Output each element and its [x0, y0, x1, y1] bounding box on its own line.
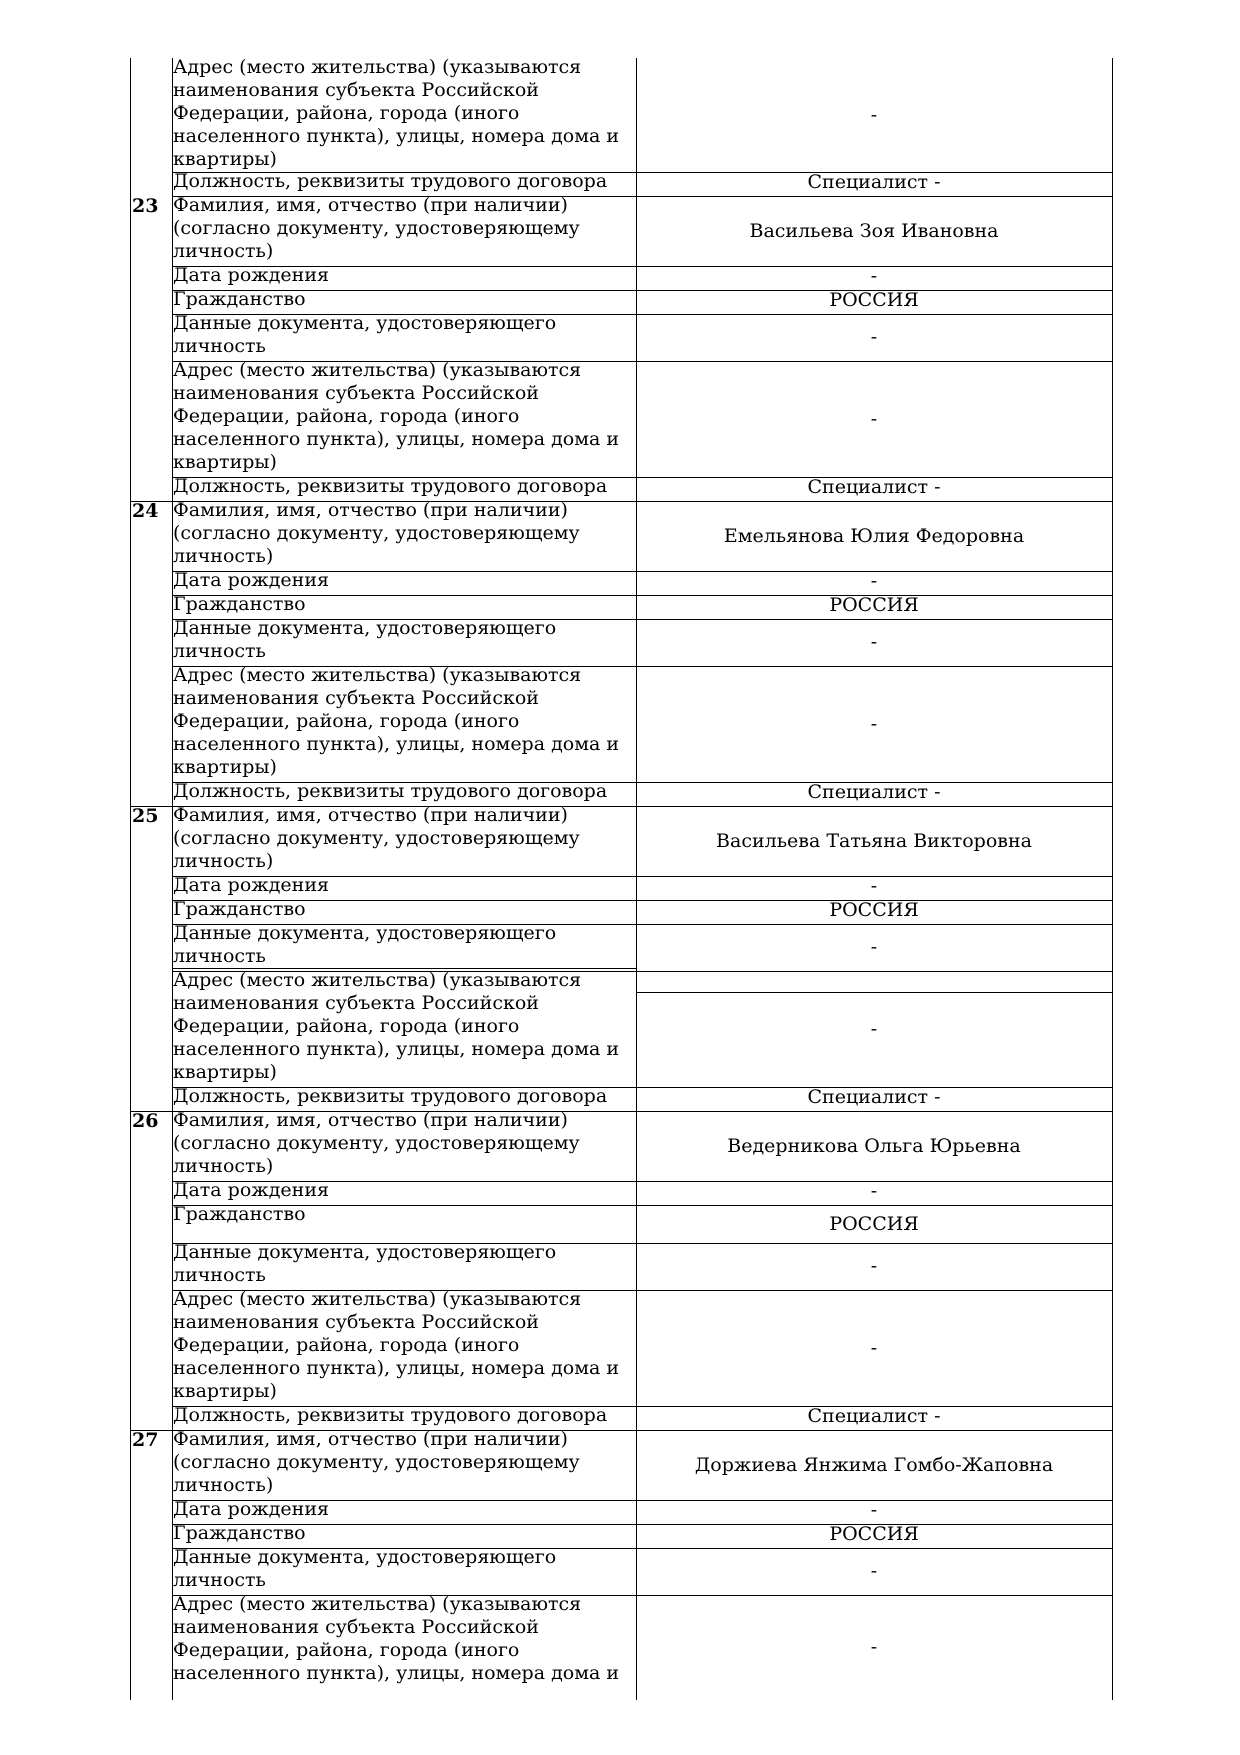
person-row-label: Дата рождения [173, 874, 329, 896]
person-row-value: - [870, 265, 878, 287]
person-row-value: РОССИЯ [829, 1213, 919, 1235]
person-row-value: Специалист - [807, 1086, 941, 1108]
person-separator [130, 1111, 172, 1112]
person-row-value: - [870, 408, 878, 430]
person-row-label: Гражданство [173, 288, 306, 310]
person-row-value: Доржиева Янжима Гомбо-Жаповна [694, 1454, 1054, 1476]
table-left-border [130, 58, 131, 1700]
top-block-row-value: - [870, 104, 878, 126]
table-right-border [1112, 58, 1113, 1700]
person-row-value: РОССИЯ [829, 594, 919, 616]
person-row-value: Васильева Татьяна Викторовна [716, 830, 1032, 852]
person-row-value: - [870, 936, 878, 958]
person-row-value: Ведерникова Ольга Юрьевна [727, 1135, 1021, 1157]
person-row-label: Данные документа, удостоверяющего личность [173, 617, 557, 662]
person-row-value: РОССИЯ [829, 1523, 919, 1545]
person-separator [130, 806, 172, 807]
person-row-value: - [870, 713, 878, 735]
person-row-label: Должность, реквизиты трудового договора [173, 1404, 608, 1426]
person-row-label: Должность, реквизиты трудового договора [173, 1085, 608, 1107]
person-row-value: Специалист - [807, 476, 941, 498]
person-row-label: Адрес (место жительства) (указываются наименования субъекта Российской Федерации, района, города (иного населенного пункта), улицы, номера дома и квартиры) [173, 664, 620, 778]
person-row-label: Данные документа, удостоверяющего личность [173, 312, 557, 357]
person-row-value: Специалист - [807, 781, 941, 803]
person-number: 23 [132, 195, 159, 217]
person-row-value: - [870, 1560, 878, 1582]
label-column-divider [636, 58, 637, 1700]
person-row-label: Фамилия, имя, отчество (при наличии) (согласно документу, удостоверяющему личность) [173, 1428, 580, 1496]
person-row-label: Гражданство [173, 1203, 306, 1225]
person-number: 26 [132, 1110, 159, 1132]
person-row-label: Данные документа, удостоверяющего личность [173, 1546, 557, 1591]
person-row-label: Адрес (место жительства) (указываются наименования субъекта Российской Федерации, района, города (иного населенного пункта), улицы, номера дома и квартиры) [173, 1288, 620, 1402]
person-row-label: Дата рождения [173, 1179, 329, 1201]
person-row-value: - [870, 326, 878, 348]
person-row-label: Дата рождения [173, 264, 329, 286]
person-row-label: Дата рождения [173, 569, 329, 591]
person-row-value: РОССИЯ [829, 899, 919, 921]
person-row-label: Фамилия, имя, отчество (при наличии) (согласно документу, удостоверяющему личность) [173, 804, 580, 872]
person-row-value: Васильева Зоя Ивановна [749, 220, 999, 242]
person-row-value: - [870, 1337, 878, 1359]
person-number: 27 [132, 1429, 159, 1451]
top-block-row-label: Адрес (место жительства) (указываются наименования субъекта Российской Федерации, района, города (иного населенного пункта), улицы, номера дома и квартиры) [173, 56, 620, 170]
double-rule-artifact [172, 968, 636, 969]
person-row-label: Адрес (место жительства) (указываются наименования субъекта Российской Федерации, района, города (иного населенного пункта), улицы, номера дома и квартиры) [173, 359, 620, 473]
person-row-label: Должность, реквизиты трудового договора [173, 475, 608, 497]
person-row-label: Гражданство [173, 898, 306, 920]
person-row-label: Фамилия, имя, отчество (при наличии) (согласно документу, удостоверяющему личность) [173, 499, 580, 567]
person-row-value: Специалист - [807, 1405, 941, 1427]
person-row-value: РОССИЯ [829, 289, 919, 311]
person-number: 25 [132, 805, 159, 827]
top-block-row-label: Должность, реквизиты трудового договора [173, 170, 608, 192]
person-row-label: Дата рождения [173, 1498, 329, 1520]
person-row-value: - [870, 875, 878, 897]
person-row-value: - [870, 1499, 878, 1521]
person-number: 24 [132, 500, 159, 522]
person-separator [130, 501, 172, 502]
person-row-value: Емельянова Юлия Федоровна [723, 525, 1025, 547]
person-separator [130, 1430, 172, 1431]
person-row-label: Должность, реквизиты трудового договора [173, 780, 608, 802]
person-row-value: - [870, 1636, 878, 1658]
value-cell-rule-artifact [636, 992, 1112, 993]
person-row-label: Адрес (место жительства) (указываются наименования субъекта Российской Федерации, района, города (иного населенного пункта), улицы, номера дома и [173, 1593, 620, 1684]
person-row-label: Данные документа, удостоверяющего личность [173, 922, 557, 967]
person-row-value: - [870, 1180, 878, 1202]
person-row-label: Данные документа, удостоверяющего личность [173, 1241, 557, 1286]
person-row-value: - [870, 570, 878, 592]
top-block-row-value: Специалист - [807, 171, 941, 193]
person-row-value: - [870, 631, 878, 653]
person-row-value: - [870, 1255, 878, 1277]
person-row-label: Адрес (место жительства) (указываются наименования субъекта Российской Федерации, района, города (иного населенного пункта), улицы, номера дома и квартиры) [173, 969, 620, 1083]
person-row-label: Фамилия, имя, отчество (при наличии) (согласно документу, удостоверяющему личность) [173, 194, 580, 262]
person-row-label: Гражданство [173, 1522, 306, 1544]
person-row-label: Фамилия, имя, отчество (при наличии) (согласно документу, удостоверяющему личность) [173, 1109, 580, 1177]
person-row-value: - [870, 1018, 878, 1040]
person-row-label: Гражданство [173, 593, 306, 615]
